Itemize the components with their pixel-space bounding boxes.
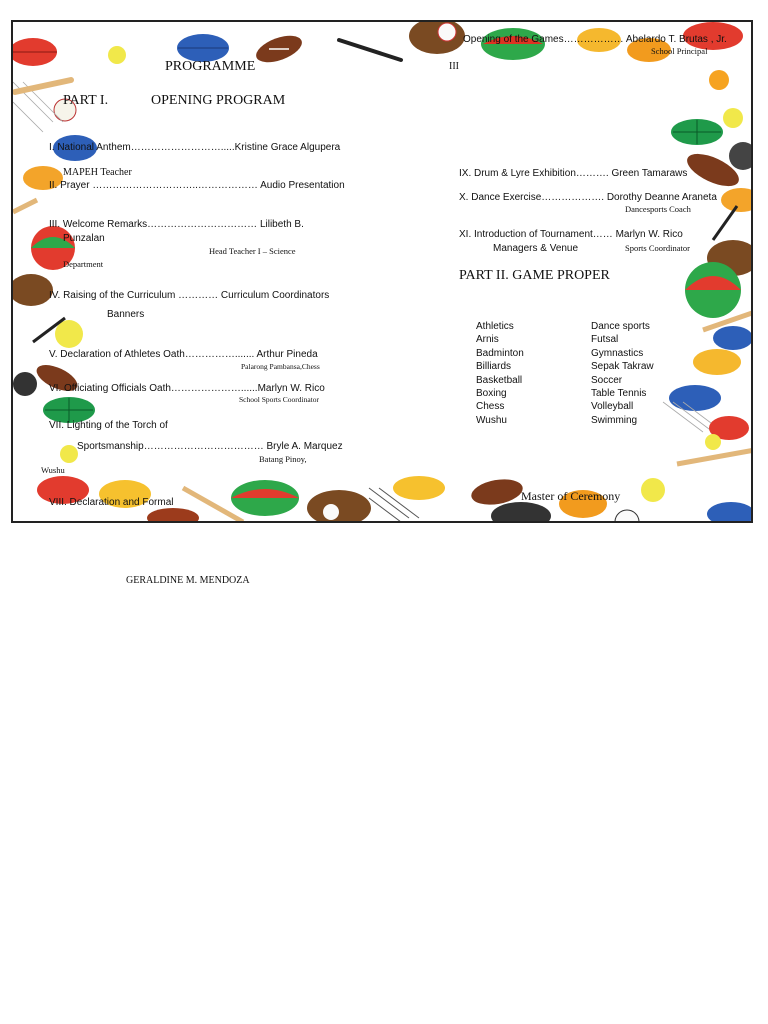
program-item-role: Batang Pinoy, <box>259 454 307 464</box>
bat-icon <box>339 40 401 60</box>
list-item: Chess <box>476 401 505 413</box>
tennis-ball-icon <box>723 108 743 128</box>
bat-icon <box>677 450 753 464</box>
sports-list-col2 <box>591 320 654 427</box>
beach-ball-icon <box>231 480 299 516</box>
program-item-role-continued: Department <box>63 259 104 269</box>
baseball-bat-icon <box>15 80 71 92</box>
tennis-ball-icon <box>641 478 665 502</box>
program-item-declaration: VIII. Declaration and Formal <box>49 497 174 508</box>
ball-red-icon <box>13 38 57 66</box>
list-item: Gymnastics <box>591 347 644 359</box>
program-item-officials-oath: VI. Officiating Officials Oath…………………......Marlyn W. Rico <box>49 383 325 394</box>
list-item: Dance sports <box>591 321 650 332</box>
program-item-national-anthem: I. National Anthem……………………….....Kristine Grace Algupera <box>49 142 341 153</box>
program-item-role: Dancesports Coach <box>625 204 691 214</box>
program-item-lighting-torch: VII. Lighting of the Torch of <box>49 420 168 431</box>
list-item: Billiards <box>476 361 512 373</box>
bowling-ball-icon <box>13 372 37 396</box>
list-item: Futsal <box>591 334 619 346</box>
bowling-ball-icon <box>491 502 551 523</box>
programme-title: PROGRAMME <box>165 59 256 74</box>
program-item-tournament: XI. Introduction of Tournament…… Marlyn W. Rico <box>459 229 683 240</box>
list-item: Volleyball <box>591 401 634 413</box>
program-item-raising-banners: IV. Raising of the Curriculum ………… Curriculum Coordinators <box>49 290 330 301</box>
list-item: Boxing <box>476 388 507 400</box>
program-item-role: Sports Coordinator <box>625 243 690 253</box>
sports-list-col1 <box>476 320 524 427</box>
program-item-athletes-oath: V. Declaration of Athletes Oath……………....... Arthur Pineda <box>49 349 318 360</box>
program-item-role: MAPEH Teacher <box>63 167 132 178</box>
list-item: Basketball <box>476 374 523 386</box>
program-item-role: School Sports Coordinator <box>239 395 319 404</box>
program-item-name-continued: Punzalan <box>63 233 105 244</box>
ball-blue-icon <box>177 34 229 62</box>
master-of-ceremony-label: Master of Ceremony <box>521 489 621 503</box>
program-item-dance-exercise: X. Dance Exercise………………. Dorothy Deanne Araneta <box>459 192 717 203</box>
list-item: Swimming <box>591 414 638 426</box>
list-item: Athletics <box>476 321 514 332</box>
list-item: Sepak Takraw <box>591 361 654 373</box>
part1-label: PART I. <box>63 93 109 108</box>
program-item-drum-lyre: IX. Drum & Lyre Exhibition………. Green Tamaraws <box>459 168 688 179</box>
ball-orange-icon <box>709 70 729 90</box>
ball-yellow-icon <box>693 349 741 375</box>
program-item-role-continued: Wushu <box>41 465 65 475</box>
ball-blue-icon <box>669 385 721 411</box>
part2-title: PART II. GAME PROPER <box>459 268 610 283</box>
ball-green-icon <box>671 119 723 145</box>
program-item-opening-games: Opening of the Games……………… Abelardo T. Brutas , Jr. <box>463 34 727 45</box>
beach-ball-icon <box>685 262 741 318</box>
football-icon <box>253 30 306 67</box>
tennis-ball-icon <box>705 434 721 450</box>
list-item: Wushu <box>476 414 507 426</box>
list-item: Arnis <box>476 334 499 346</box>
programme-card <box>11 20 753 523</box>
soccer-ball-icon <box>615 510 639 523</box>
football-icon <box>147 508 199 523</box>
program-item-role: School Principal <box>651 46 708 56</box>
program-item-banners: Banners <box>107 309 145 320</box>
program-item-welcome-remarks: III. Welcome Remarks…………………………… Lilibeth B. <box>49 219 304 230</box>
tennis-ball-icon <box>393 476 445 500</box>
bat-icon <box>13 200 37 212</box>
glove-icon <box>409 22 465 54</box>
tennis-ball-icon <box>108 46 126 64</box>
glove-icon <box>13 274 53 306</box>
ball-blue-icon <box>707 502 753 523</box>
program-item-role: Head Teacher I – Science <box>209 246 296 256</box>
page-marker: III <box>449 61 459 72</box>
program-item-sportsmanship: Sportsmanship……………………………… Bryle A. Marquez <box>77 441 343 452</box>
program-item-prayer: II. Prayer …………………………..……………… Audio Presentation <box>49 180 345 191</box>
list-item: Table Tennis <box>591 388 647 400</box>
list-item: Soccer <box>591 374 623 386</box>
part1-title: OPENING PROGRAM <box>151 93 286 108</box>
list-item: Badminton <box>476 347 524 359</box>
tennis-ball-icon <box>60 445 78 463</box>
glove-icon <box>307 490 371 523</box>
program-item-managers-venue: Managers & Venue <box>493 243 579 254</box>
bat-icon <box>713 206 737 240</box>
ball-blue-icon <box>713 326 753 350</box>
signer-name: GERALDINE M. MENDOZA <box>126 575 250 586</box>
bowling-ball-icon <box>729 142 753 170</box>
program-item-role: Palarong Pambansa,Chess <box>241 362 320 371</box>
